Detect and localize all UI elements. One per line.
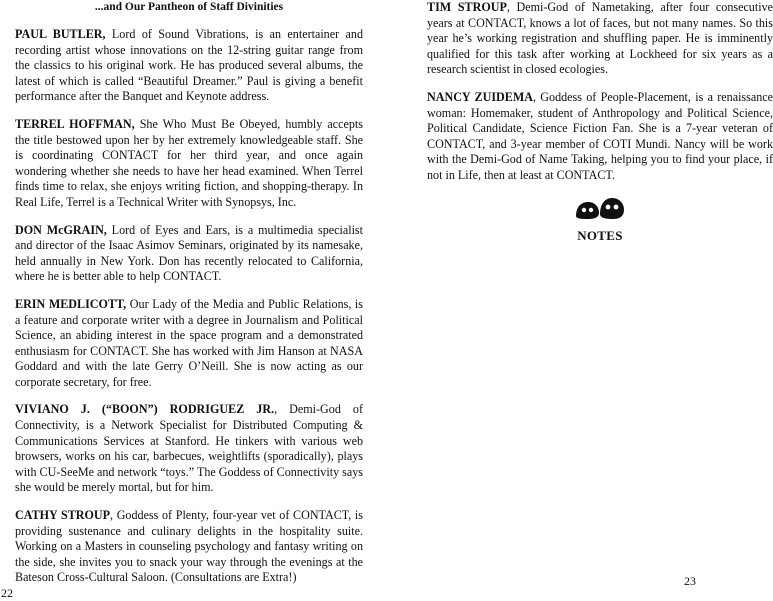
- bio-tim-stroup: [427, 0, 773, 78]
- bio-text: Lord of Eyes and Ears, is a multimedia specialist and director of the Isaac Asimov Seminars, originated by its namesake, held annually in New York. Don has recently relocated to California, where he is better able to help CONTACT.: [15, 222, 363, 284]
- bio-name: PAUL BUTLER,: [15, 27, 106, 41]
- left-page: [15, 0, 363, 598]
- bio-text: Lord of Sound Vibrations, is an entertainer and recording artist whose innovations on the 12-string guitar range from the classics to his original work. He has produced several albums, the latest of which is called “Beautiful Dreamer.” Paul is giving a benefit performance after the Banquet and Keynote address.: [15, 27, 363, 104]
- bio-paul-butler: [15, 27, 363, 105]
- bio-terrel-hoffman: [15, 117, 363, 211]
- bio-name: DON McGRAIN,: [15, 222, 107, 237]
- bio-name: NANCY ZUIDEMA: [427, 89, 533, 104]
- notes-heading: NOTES: [577, 227, 623, 243]
- section-header: ...and Our Pantheon of Staff Divinities: [94, 1, 284, 13]
- bio-cathy-stroup: [15, 508, 363, 586]
- bio-name: CATHY STROUP: [15, 508, 111, 523]
- bio-viviano-rodriguez: [15, 402, 363, 496]
- bio-text: , Demi-God of Connectivity, is a Network Specialist for Distributed Computing & Communications Services at Stanford. He tinkers with various web browsers, works on his car, barbecues, weightlifts (sporadically), plays with CU-SeeMe and network “toys.” The Goddess of Connectivity says she would be merely mortal, but for him.: [15, 402, 363, 495]
- bio-name: TIM STROUP: [427, 0, 507, 14]
- bio-name: VIVIANO J. (“BOON”) RODRIGUEZ JR.: [15, 402, 275, 417]
- right-page: [427, 0, 773, 244]
- bio-name: ERIN MEDLICOTT,: [15, 296, 127, 311]
- alien-heads-graphic: [574, 196, 626, 220]
- bio-erin-medlicott: [15, 297, 363, 391]
- page-number-right: 23: [684, 574, 696, 588]
- bio-don-mcgrain: [15, 223, 363, 285]
- bio-nancy-zuidema: [427, 90, 773, 184]
- bio-text: , Goddess of People-Placement, is a renaissance woman: Homemaker, student of Anthropology and Political Science, Political Candidate, Science Fiction Fan. She is a 7-year veteran of CONTACT, and 3-year member of COTI Mundi. Nancy will be work with the Demi-God of Name Taking, helping you to find your place, if not in Life, then at least at CONTACT.: [427, 89, 773, 182]
- bio-text: She Who Must Be Obeyed, humbly accepts the title bestowed upon her by her extremely knowledgeable staff. She is coordinating CONTACT for her third year, and once again wondering whether she needs to have her head examined. When Terrel finds time to relax, she enjoys writing fiction, and shopping-therapy. In Real Life, Terrel is a Technical Writer with Synopsys, Inc.: [15, 116, 363, 209]
- bio-text: , Demi-God of Nametaking, after four consecutive years at CONTACT, knows a lot of faces, but not many names. So this year he’s working registration and shuffling paper. He is imminently qualified for this task after working at Lockheed for six years as a research scientist in closed ecologies.: [427, 0, 773, 77]
- bio-text: , Goddess of Plenty, four-year vet of CONTACT, is providing sustenance and culinary delights in the hospitality suite. Working on a Masters in counseling psychology and fantasy writing on the side, she invites you to snack your way through the evenings at the Bateson Cross-Cultural Saloon. (Consultations are Extra!): [15, 508, 363, 585]
- bio-text: Our Lady of the Media and Public Relations, is a feature and corporate writer with a degree in Journalism and Political Science, an abiding interest in the space program and a demonstrated enthusiasm for CONTACT. She has worked with Jim Hanson at NASA Goddard and with the late Gerry O’Neill. She is now acting as our corporate secretary, for free.: [15, 296, 363, 389]
- bio-name: TERREL HOFFMAN,: [15, 116, 135, 131]
- page-number-left: 22: [1, 586, 13, 600]
- alien-heads-icon: [427, 196, 773, 220]
